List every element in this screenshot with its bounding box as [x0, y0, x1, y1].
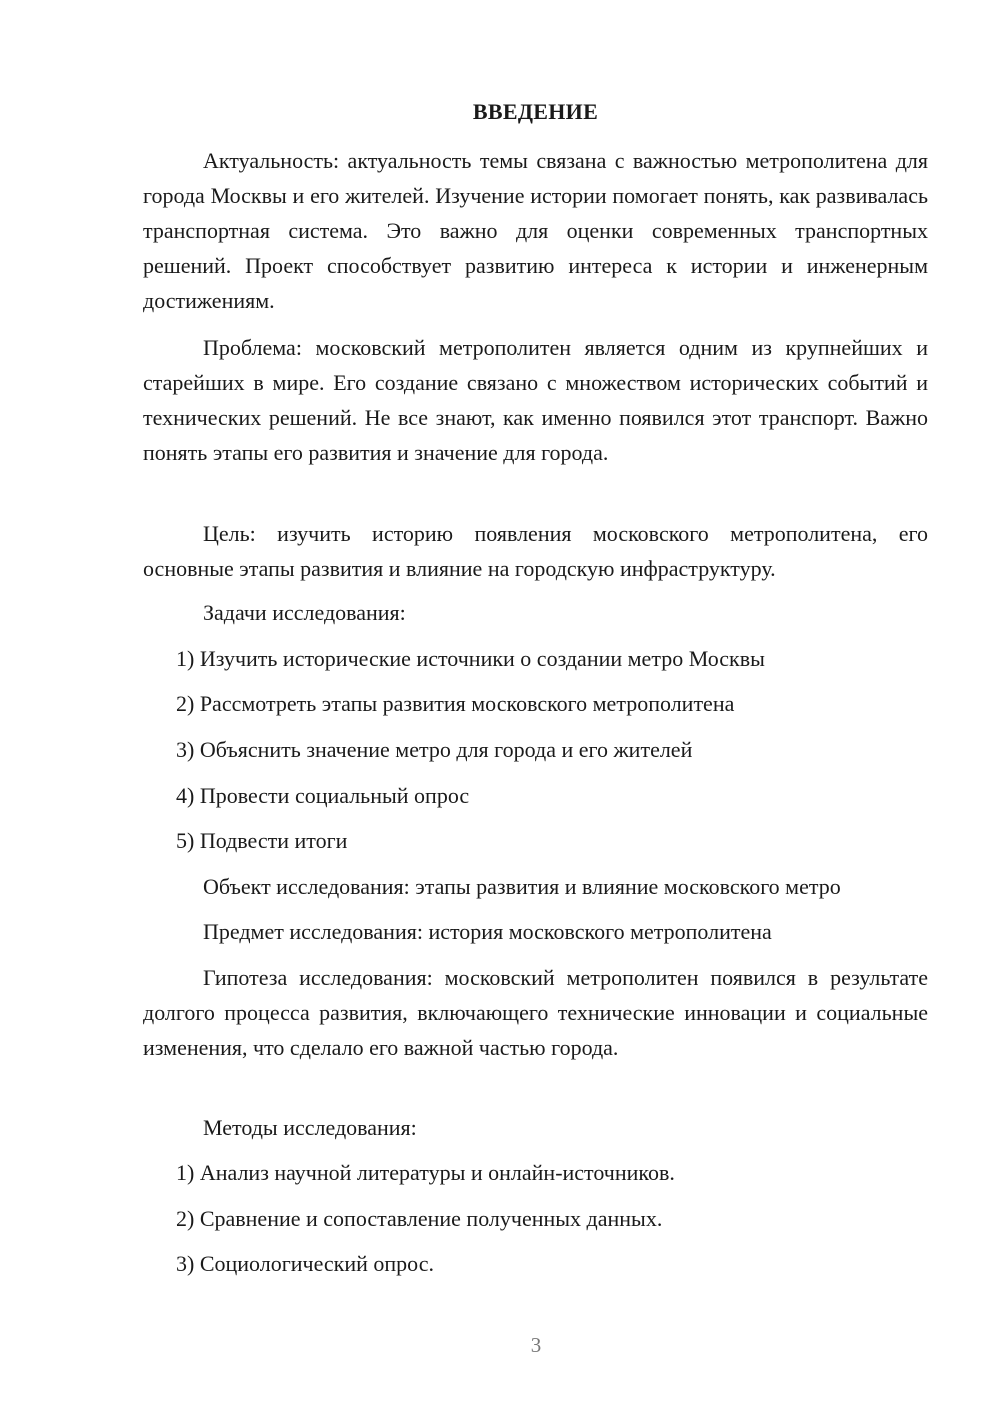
page-number: 3	[530, 1333, 542, 1357]
methods-heading: Методы исследования:	[203, 1115, 417, 1140]
method-item: 1) Анализ научной литературы и онлайн-источников.	[176, 1160, 675, 1185]
research-object: Объект исследования: этапы развития и влияние московского метро	[203, 874, 841, 899]
research-subject: Предмет исследования: история московского метрополитена	[203, 919, 772, 944]
method-item: 3) Социологический опрос.	[176, 1251, 434, 1276]
task-item: 3) Объяснить значение метро для города и его жителей	[176, 737, 693, 762]
task-item: 4) Провести социальный опрос	[176, 783, 470, 808]
relevance-paragraph: Актуальность: актуальность темы связана с важностью метрополитена для города Москвы и его жителей. Изучение истории помогает понять, как развивалась транспортная система. Это важно для оценки современных транспортных решений. Проект способствует развитию интереса к истории и инженерным достижениям.	[143, 148, 928, 313]
hypothesis-paragraph: Гипотеза исследования: московский метрополитен появился в результате долгого процесса развития, включающего технические инновации и социальные изменения, что сделало его важной частью города.	[143, 965, 928, 1060]
task-item: 2) Рассмотреть этапы развития московского метрополитена	[176, 691, 735, 716]
method-item: 2) Сравнение и сопоставление полученных данных.	[176, 1206, 663, 1231]
task-item: 1) Изучить исторические источники о создании метро Москвы	[176, 646, 765, 671]
goal-paragraph: Цель: изучить историю появления московского метрополитена, его основные этапы развития и влияние на городскую инфраструктуру.	[143, 521, 928, 581]
task-item: 5) Подвести итоги	[176, 828, 348, 853]
tasks-heading: Задачи исследования:	[203, 600, 406, 625]
problem-paragraph: Проблема: московский метрополитен является одним из крупнейших и старейших в мире. Его создание связано с множеством исторических событий и технических решений. Не все знают, как именно появился этот транспорт. Важно понять этапы его развития и значение для города.	[143, 335, 928, 465]
page-title: ВВЕДЕНИЕ	[472, 99, 599, 124]
